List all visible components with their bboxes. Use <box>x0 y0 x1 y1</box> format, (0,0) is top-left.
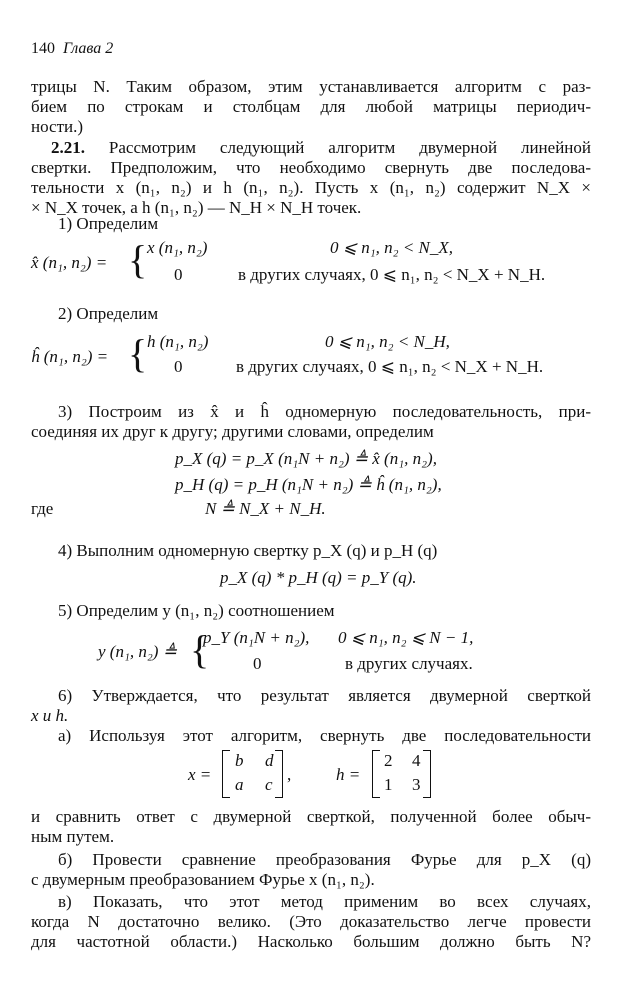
eq2-lhs: ĥ (n₁, n₂) = <box>31 347 109 366</box>
matrix-x-cell: c <box>265 775 273 794</box>
text-line: а) Используя этот алгоритм, свернуть две последовательности <box>58 726 591 745</box>
eq1-row1-cond: 0 ⩽ n₁, n₂ < N_X, <box>330 238 454 257</box>
eq5-row1-cond: 0 ⩽ n₁, n₂ ⩽ N − 1, <box>338 628 474 647</box>
matrix-h-lhs: h = <box>336 765 361 784</box>
bracket <box>423 750 431 798</box>
page-header <box>31 38 113 60</box>
eq5-row1-value: p_Y (n₁N + n₂), <box>203 628 310 647</box>
matrix-x-cell: a <box>235 775 244 794</box>
text-line: x и h. <box>31 706 69 725</box>
text-line: трицы N. Таким образом, этим устанавливается алгоритм с раз- <box>31 77 591 96</box>
text-line: свертки. Предположим, что необходимо свернуть две последова- <box>31 158 591 177</box>
eq3-line2: p_H (q) = p_H (n₁N + n₂) ≜ ĥ (n₁, n₂), <box>175 475 442 494</box>
text-line: когда N достаточно велико. (Это доказательство легче провести <box>31 912 591 931</box>
chapter-label: Глава 2 <box>63 40 114 57</box>
eq5-row2-value: 0 <box>253 654 262 673</box>
text-line: бием по строкам и столбцам для любой матрицы периодич- <box>31 97 591 116</box>
eq1-row2-cond: в других случаях, 0 ⩽ n₁, n₂ < N_X + N_H. <box>238 265 546 284</box>
text-line: б) Провести сравнение преобразования Фурье для p_X (q) <box>58 850 591 869</box>
bracket <box>372 750 380 798</box>
comma: , <box>287 765 292 784</box>
text-line: ности.) <box>31 117 84 136</box>
text-line: × N_X точек, а h (n₁, n₂) — N_H × N_H точек. <box>31 198 362 217</box>
text-line: 6) Утверждается, что результат является двумерной сверткой <box>58 686 591 705</box>
text-line: и сравнить ответ с двумерной сверткой, полученной более обыч- <box>31 807 591 826</box>
problem-number: 2.21. <box>51 138 85 157</box>
text-line: Рассмотрим следующий алгоритм двумерной линейной <box>108 138 591 157</box>
text-line: тельности x (n₁, n₂) и h (n₁, n₂). Пусть x (n₁, n₂) содержит N_X × <box>31 178 591 197</box>
matrix-h-cell: 1 <box>384 775 393 794</box>
matrix-h-cell: 4 <box>412 751 421 770</box>
eq5-lhs: y (n₁, n₂) ≜ <box>98 642 177 661</box>
eq2-row2-value: 0 <box>174 357 183 376</box>
eq2-row2-cond: в других случаях, 0 ⩽ n₁, n₂ < N_X + N_H. <box>236 357 544 376</box>
matrix-h-cell: 3 <box>412 775 421 794</box>
matrix-x-cell: b <box>235 751 244 770</box>
problem-heading <box>51 137 591 159</box>
step-1: 1) Определим <box>58 214 159 233</box>
eq1-row2-value: 0 <box>174 265 183 284</box>
text-line: 3) Построим из x̂ и ĥ одномерную последовательность, при- <box>58 402 591 421</box>
bracket <box>222 750 230 798</box>
matrix-h-cell: 2 <box>384 751 393 770</box>
text-line: с двумерным преобразованием Фурье x (n₁, n₂). <box>31 870 375 889</box>
step-2: 2) Определим <box>58 304 159 323</box>
brace: { <box>128 331 148 376</box>
eq5-row2-cond: в других случаях. <box>345 654 473 673</box>
text-line: ным путем. <box>31 827 115 846</box>
brace: { <box>190 627 210 672</box>
matrix-x-lhs: x = <box>188 765 212 784</box>
eq3-line1: p_X (q) = p_X (n₁N + n₂) ≜ x̂ (n₁, n₂), <box>175 449 437 468</box>
page-number: 140 <box>31 40 55 57</box>
eq4: p_X (q) * p_H (q) = p_Y (q). <box>220 568 417 587</box>
brace: { <box>128 237 148 282</box>
bracket <box>275 750 283 798</box>
text-line: для частотной области.) Насколько большим должно быть N? <box>31 932 591 951</box>
where-label: где <box>31 499 54 518</box>
eq1-row1-value: x (n₁, n₂) <box>147 238 208 257</box>
eq3-line3: N ≜ N_X + N_H. <box>205 499 326 518</box>
eq2-row1-cond: 0 ⩽ n₁, n₂ < N_H, <box>325 332 450 351</box>
text-line: соединяя их друг к другу; другими словами, определим <box>31 422 434 441</box>
step-5: 5) Определим y (n₁, n₂) соотношением <box>58 601 335 620</box>
eq1-lhs: x̂ (n₁, n₂) = <box>31 253 108 272</box>
step-4: 4) Выполним одномерную свертку p_X (q) и p_H (q) <box>58 541 438 560</box>
eq2-row1-value: h (n₁, n₂) <box>147 332 209 351</box>
text-line: в) Показать, что этот метод применим во всех случаях, <box>58 892 591 911</box>
matrix-x-cell: d <box>265 751 274 770</box>
